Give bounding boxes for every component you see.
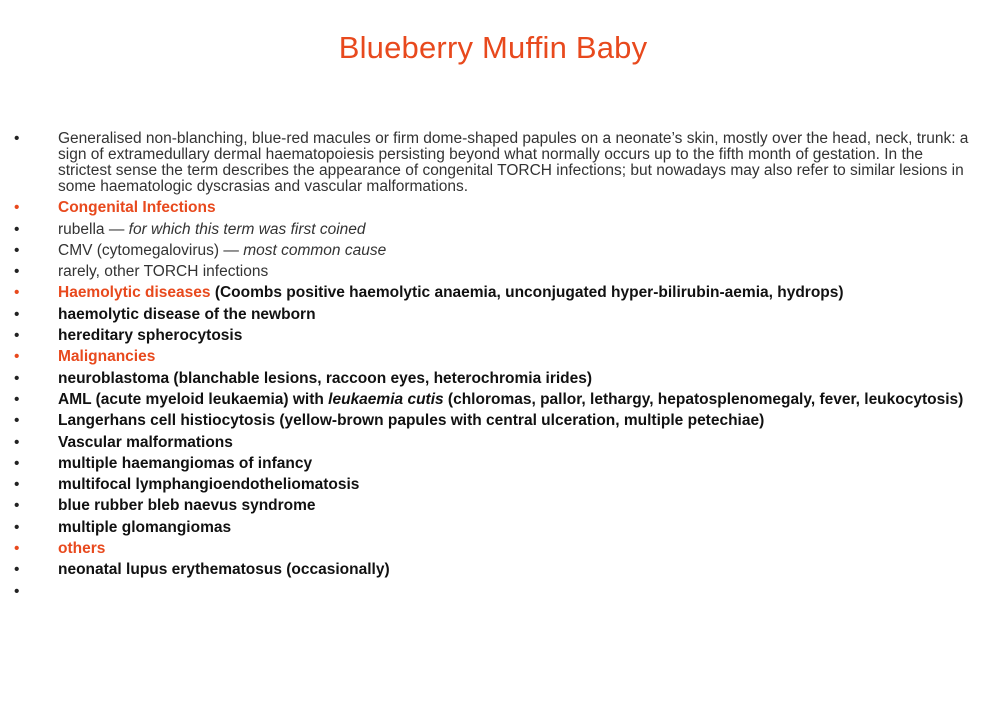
slide-title: Blueberry Muffin Baby: [338, 30, 648, 65]
item-text: blue rubber bleb naevus syndrome: [58, 497, 316, 515]
item-text: multiple haemangiomas of infancy: [58, 454, 313, 472]
bullet-icon: •: [14, 284, 20, 302]
bullet-icon: •: [14, 518, 20, 536]
item-text: AML (acute myeloid leukaemia) with: [58, 390, 329, 408]
item-text: Vascular malformations: [58, 433, 233, 451]
bullet-icon: •: [14, 476, 20, 494]
bullet-icon: •: [14, 130, 20, 147]
list-item: [14, 349, 969, 365]
bullet-icon: •: [14, 582, 20, 600]
bullet-icon: •: [14, 497, 20, 515]
item-text: haemolytic disease of the newborn: [58, 305, 316, 323]
item-text: multifocal lymphangioendotheliomatosis: [58, 476, 360, 494]
item-text: CMV (cytomegalovirus) —: [58, 241, 244, 259]
item-note: most common cause: [243, 241, 387, 259]
list-item: [14, 264, 969, 280]
bullet-icon: •: [14, 369, 20, 387]
bullet-icon: •: [14, 199, 20, 217]
list-item: [14, 562, 969, 578]
list-item: [14, 413, 969, 429]
bullet-icon: •: [14, 305, 20, 323]
item-text: rarely, other TORCH infections: [58, 263, 269, 281]
item-text: neonatal lupus erythematosus (occasionally): [58, 561, 390, 579]
bullet-icon: •: [14, 561, 20, 579]
list-item: [14, 435, 969, 451]
item-text: hereditary spherocytosis: [58, 327, 243, 345]
list-item: [14, 243, 969, 259]
bullet-icon: •: [14, 327, 20, 345]
item-text: multiple glomangiomas: [58, 518, 232, 536]
bullet-icon: •: [14, 241, 20, 259]
item-text: (Coombs positive haemolytic anaemia, unconjugated hyper-bilirubin-aemia, hydrops): [210, 284, 844, 302]
item-text: (chloromas, pallor, lethargy, hepatosplenomegaly, fever, leukocytosis): [443, 390, 964, 408]
item-text: rubella —: [58, 220, 129, 238]
list-item: [14, 328, 969, 344]
list-item: [14, 285, 969, 301]
bullet-icon: •: [14, 348, 20, 366]
list-item: [14, 131, 969, 195]
list-item: [14, 498, 969, 514]
list-item: [14, 541, 969, 557]
list-item: [14, 392, 969, 408]
item-note: for which this term was first coined: [128, 220, 366, 238]
list-item: [14, 520, 969, 536]
definition-text: Generalised non-blanching, blue-red macules or firm dome-shaped papules on a neonate’s skin, mostly over the head, neck, trunk: a sign of extramedullary dermal haematopoiesis persisting beyond what normally occurs up to the fifth month of gestation. In the strictest sense the term describes the appearance of congenital TORCH infections; but nowadays may also refer to similar lesions in some haematologic dyscrasias and vascular malformations.: [58, 130, 969, 195]
item-text: neuroblastoma (blanchable lesions, raccoon eyes, heterochromia irides): [58, 369, 593, 387]
bullet-icon: •: [14, 220, 20, 238]
list-item: [14, 477, 969, 493]
list-item: [14, 200, 969, 216]
item-emphasis: leukaemia cutis: [328, 390, 444, 408]
section-heading: Haemolytic diseases: [58, 284, 211, 302]
list-item: [14, 456, 969, 472]
list-item: [14, 222, 969, 238]
section-heading: Malignancies: [58, 348, 156, 366]
bullet-icon: •: [14, 540, 20, 558]
bullet-icon: •: [14, 412, 20, 430]
bullet-icon: •: [14, 263, 20, 281]
bullet-list: [14, 130, 969, 600]
section-heading: Congenital Infections: [58, 199, 216, 217]
list-item: [14, 307, 969, 323]
section-heading: others: [58, 540, 106, 558]
bullet-icon: •: [14, 433, 20, 451]
bullet-icon: •: [14, 454, 20, 472]
item-text: Langerhans cell histiocytosis (yellow-brown papules with central ulceration, multiple petechiae): [58, 412, 765, 430]
bullet-icon: •: [14, 390, 20, 408]
list-item: [14, 371, 969, 387]
